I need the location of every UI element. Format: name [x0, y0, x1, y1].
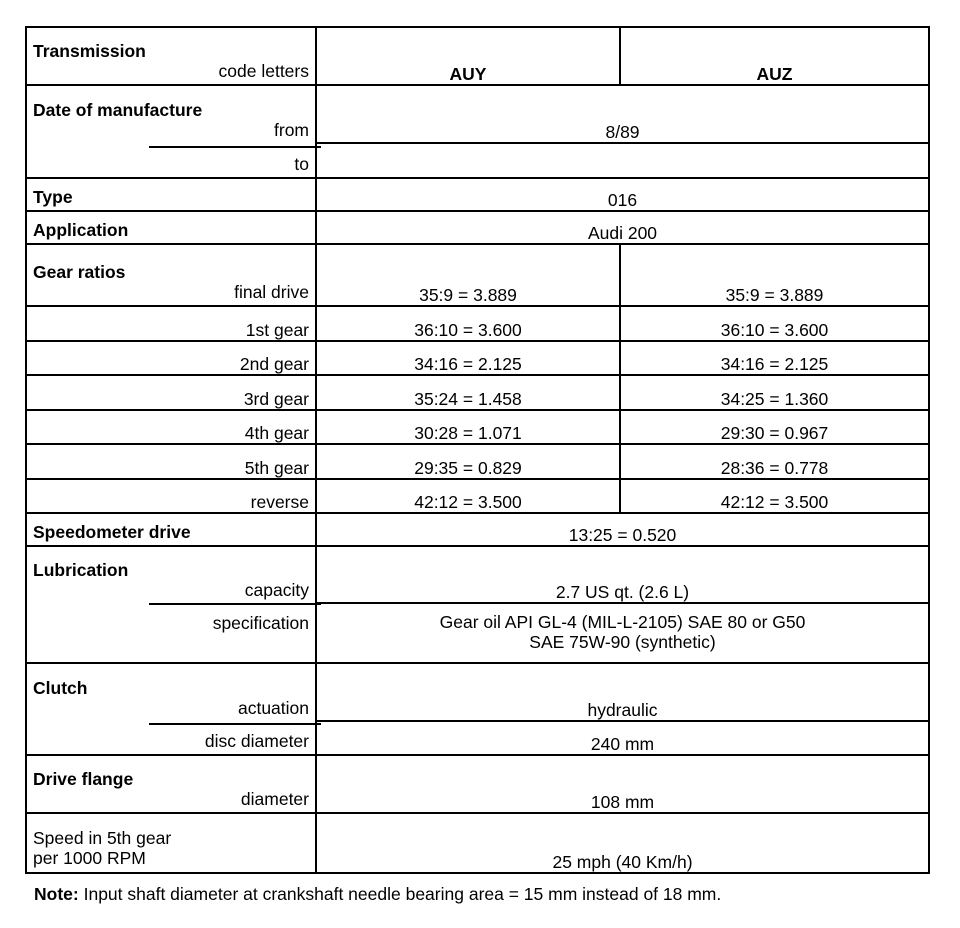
clutch-disc-row	[26, 721, 929, 755]
spec-line-1: Gear oil API GL-4 (MIL-L-2105) SAE 80 or G50	[439, 612, 806, 632]
gear-auy-value: 34:16 = 2.125	[316, 341, 620, 376]
gear-ratio-row	[26, 341, 929, 376]
clutch-title: Clutch	[33, 678, 88, 698]
gear-auy-value: 36:10 = 3.600	[316, 306, 620, 341]
lubrication-label-cell	[26, 546, 316, 603]
gear-auy-value: 30:28 = 1.071	[316, 410, 620, 445]
gear-label: 2nd gear	[26, 341, 316, 376]
gear-label: 3rd gear	[26, 375, 316, 410]
lubrication-capacity-row	[26, 546, 929, 603]
speed-5th-label-cell	[26, 813, 316, 873]
disc-value: 240 mm	[316, 721, 929, 755]
speed-5th-label-line1: Speed in 5th gear	[33, 828, 172, 848]
clutch-actuation-row	[26, 663, 929, 721]
gear-ratio-row	[26, 479, 929, 514]
lubrication-spec-row	[26, 603, 929, 663]
type-row	[26, 178, 929, 211]
gear-auy-value: 42:12 = 3.500	[316, 479, 620, 514]
speed-5th-row	[26, 813, 929, 873]
diameter-label: diameter	[240, 789, 309, 809]
column-header-auy: AUY	[316, 27, 620, 85]
spec-label-cell	[26, 603, 316, 663]
transmission-title: Transmission	[33, 41, 146, 61]
manufacture-label-cell	[26, 85, 316, 143]
gear-ratios-title: Gear ratios	[33, 262, 126, 282]
actuation-label: actuation	[237, 698, 309, 718]
gear-label: 5th gear	[26, 444, 316, 479]
application-label: Application	[26, 211, 316, 244]
gear-auz-value: 28:36 = 0.778	[620, 444, 929, 479]
gear-auz-value: 42:12 = 3.500	[620, 479, 929, 514]
note-prefix: Note:	[34, 884, 79, 904]
gear-auy-value: 35:9 = 3.889	[316, 244, 620, 306]
column-header-auz: AUZ	[620, 27, 929, 85]
gear-auz-value: 36:10 = 3.600	[620, 306, 929, 341]
drive-flange-row	[26, 755, 929, 813]
transmission-spec-table	[25, 26, 930, 874]
to-label: to	[294, 154, 309, 174]
drive-flange-label-cell	[26, 755, 316, 813]
gear-auy-value: 29:35 = 0.829	[316, 444, 620, 479]
gear-auz-value: 34:16 = 2.125	[620, 341, 929, 376]
diameter-value: 108 mm	[316, 755, 929, 813]
capacity-value: 2.7 US qt. (2.6 L)	[316, 546, 929, 603]
gear-ratio-row	[26, 444, 929, 479]
gear-ratio-row	[26, 375, 929, 410]
speed-5th-label-line2: per 1000 RPM	[33, 848, 146, 868]
spec-line-2: SAE 75W-90 (synthetic)	[529, 632, 716, 652]
capacity-label: capacity	[244, 580, 309, 600]
gear-label: 4th gear	[26, 410, 316, 445]
gear-ratio-row	[26, 410, 929, 445]
disc-label-cell	[26, 721, 316, 755]
clutch-label-cell	[26, 663, 316, 721]
drive-flange-title: Drive flange	[33, 769, 134, 789]
gear-label: reverse	[26, 479, 316, 514]
from-label: from	[274, 120, 309, 140]
manufacture-from-row	[26, 85, 929, 143]
speed-5th-value: 25 mph (40 Km/h)	[316, 813, 929, 873]
gear-auy-value: 35:24 = 1.458	[316, 375, 620, 410]
code-letters-label: code letters	[218, 61, 309, 81]
transmission-label-cell	[26, 27, 316, 85]
gear-label: final drive	[234, 282, 309, 302]
application-row	[26, 211, 929, 244]
gear-ratios-label-cell	[26, 244, 316, 306]
disc-label: disc diameter	[204, 731, 309, 751]
manufacture-to-value	[316, 143, 929, 178]
gear-auz-value: 35:9 = 3.889	[620, 244, 929, 306]
speedometer-label: Speedometer drive	[26, 513, 316, 546]
gear-auz-value: 29:30 = 0.967	[620, 410, 929, 445]
manufacture-from-value: 8/89	[316, 85, 929, 143]
spec-value-cell	[316, 603, 929, 663]
note-text: Input shaft diameter at crankshaft needle bearing area = 15 mm instead of 18 mm.	[83, 884, 722, 904]
to-label-cell	[26, 143, 316, 178]
speedometer-row	[26, 513, 929, 546]
gear-ratio-row	[26, 306, 929, 341]
type-label: Type	[26, 178, 316, 211]
type-value: 016	[316, 178, 929, 211]
actuation-value: hydraulic	[316, 663, 929, 721]
lubrication-title: Lubrication	[33, 560, 129, 580]
speedometer-value: 13:25 = 0.520	[316, 513, 929, 546]
spec-label: specification	[212, 613, 309, 633]
manufacture-to-row	[26, 143, 929, 178]
gear-ratio-row	[26, 244, 929, 306]
manufacture-title: Date of manufacture	[33, 100, 203, 120]
footnote	[34, 884, 934, 905]
gear-label: 1st gear	[26, 306, 316, 341]
header-row	[26, 27, 929, 85]
gear-auz-value: 34:25 = 1.360	[620, 375, 929, 410]
application-value: Audi 200	[316, 211, 929, 244]
